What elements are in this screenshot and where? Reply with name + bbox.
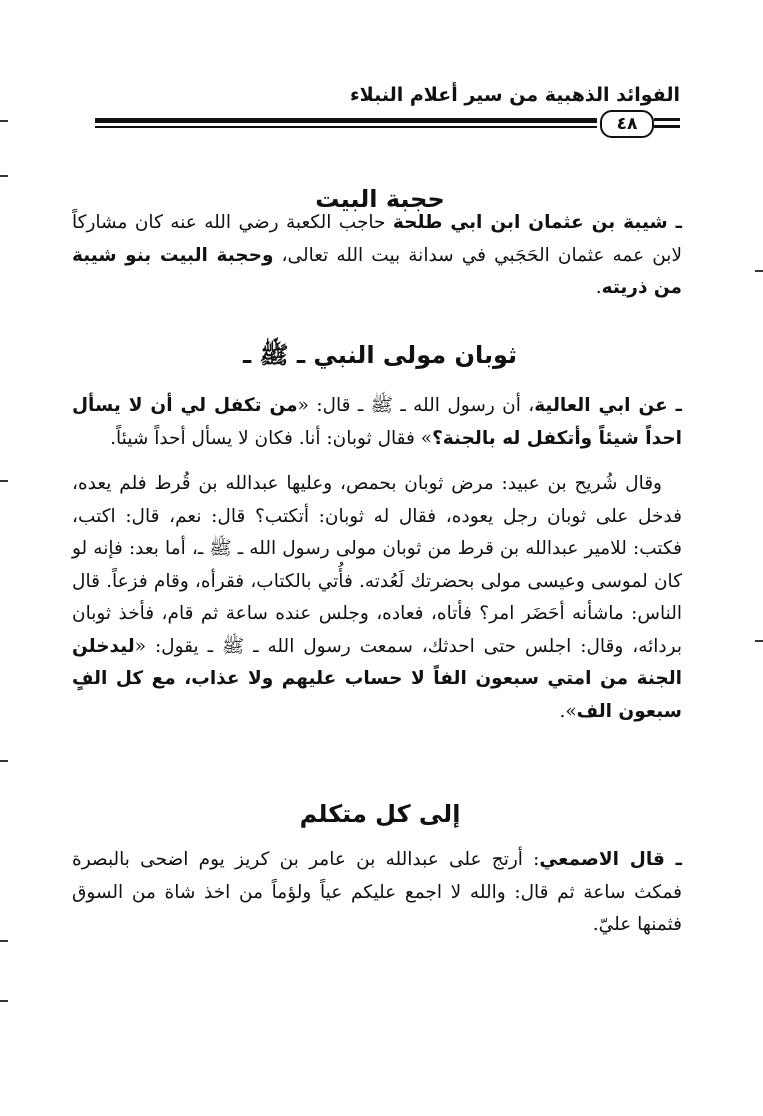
section-paragraph (72, 468, 682, 728)
section-title: حجبة البيت (315, 185, 445, 213)
header-rule-thick (95, 118, 597, 123)
scan-mark (755, 640, 763, 642)
scan-mark (0, 940, 8, 942)
page-number-ornament (654, 125, 680, 128)
paragraph-text: » فقال ثوبان: أنا. فكان لا يسأل أحداً شيئاً. (110, 427, 433, 449)
paragraph-bold-quote: ليدخلن الجنة من امتي سبعون الفاً لا حساب عليهم ولا عذاب، مع كل الفٍ سبعون الف (72, 635, 682, 722)
paragraph-bold-lead: ـ قال الاصمعي (539, 849, 682, 870)
section-paragraph (72, 390, 682, 455)
section-paragraph (72, 207, 682, 305)
paragraph-bold-lead: ـ شيبة بن عثمان ابن ابي طلحة (392, 212, 682, 233)
scan-mark (0, 760, 8, 762)
running-title: الفوائد الذهبية من سير أعلام النبلاء (349, 84, 680, 106)
scan-mark (0, 1000, 8, 1002)
section-paragraph (72, 844, 682, 942)
section-title: ثوبان مولى النبي ـ ﷺ ـ (242, 341, 518, 369)
paragraph-bold-quote: من تكفل لي أن لا يسأل احداً شيئاً وأتكفل له بالجنة؟ (72, 395, 682, 449)
paragraph-text: : أرتج على عبدالله بن عامر بن كريز يوم اضحى بالبصرة فمكث ساعة ثم قال: والله لا اجمع عليكم عياً ولؤماً من اخذ شاة من السوق فثمنها عليّ. (72, 849, 682, 935)
paragraph-text: . (595, 277, 602, 298)
page-number-ornament (654, 118, 680, 121)
scan-mark (0, 480, 8, 482)
page-number: ٤٨ (600, 110, 654, 138)
paragraph-text: ». (559, 700, 577, 722)
scan-mark (755, 270, 763, 272)
header-rule-thin (95, 126, 597, 128)
scan-mark (0, 120, 8, 122)
section-title: إلى كل متكلم (299, 800, 461, 828)
paragraph-bold-lead: ـ عن ابي العالية (534, 395, 682, 416)
paragraph-text: حاجب الكعبة رضي الله عنه كان مشاركاً لابن عمه عثمان الحَجَبي في سدانة بيت الله تعالى، (72, 212, 682, 266)
scan-mark (0, 175, 8, 177)
paragraph-bold-tail: وحجبة البيت بنو شيبة من ذريته (72, 244, 682, 298)
paragraph-text: وقال شُريح بن عبيد: مرض ثوبان بحمص، وعليها عبدالله بن قُرط فلم يعده، فدخل على ثوبان رجل يعوده، فقال له ثوبان: أتكتب؟ قال: نعم، قال: اكتب، فكتب: للامير عبدالله بن قرط من ثوبان مولى رسول الله ـ ﷺ ـ، أما بعد: فإنه لو كان لموسى وعيسى مولى بحضرتك لَعُدته. فأُتي بالكتاب، فقرأه، وقام فزعاً. قال الناس: ماشأنه أحَضَر امر؟ فأتاه، فعاده، وجلس عنده ساعة ثم قام، فأخذ ثوبان بردائه، وقال: اجلس حتى احدثك، سمعت رسول الله ـ ﷺ ـ يقول: « (72, 473, 682, 657)
paragraph-text: ، أن رسول الله ـ ﷺ ـ قال: « (297, 395, 535, 416)
